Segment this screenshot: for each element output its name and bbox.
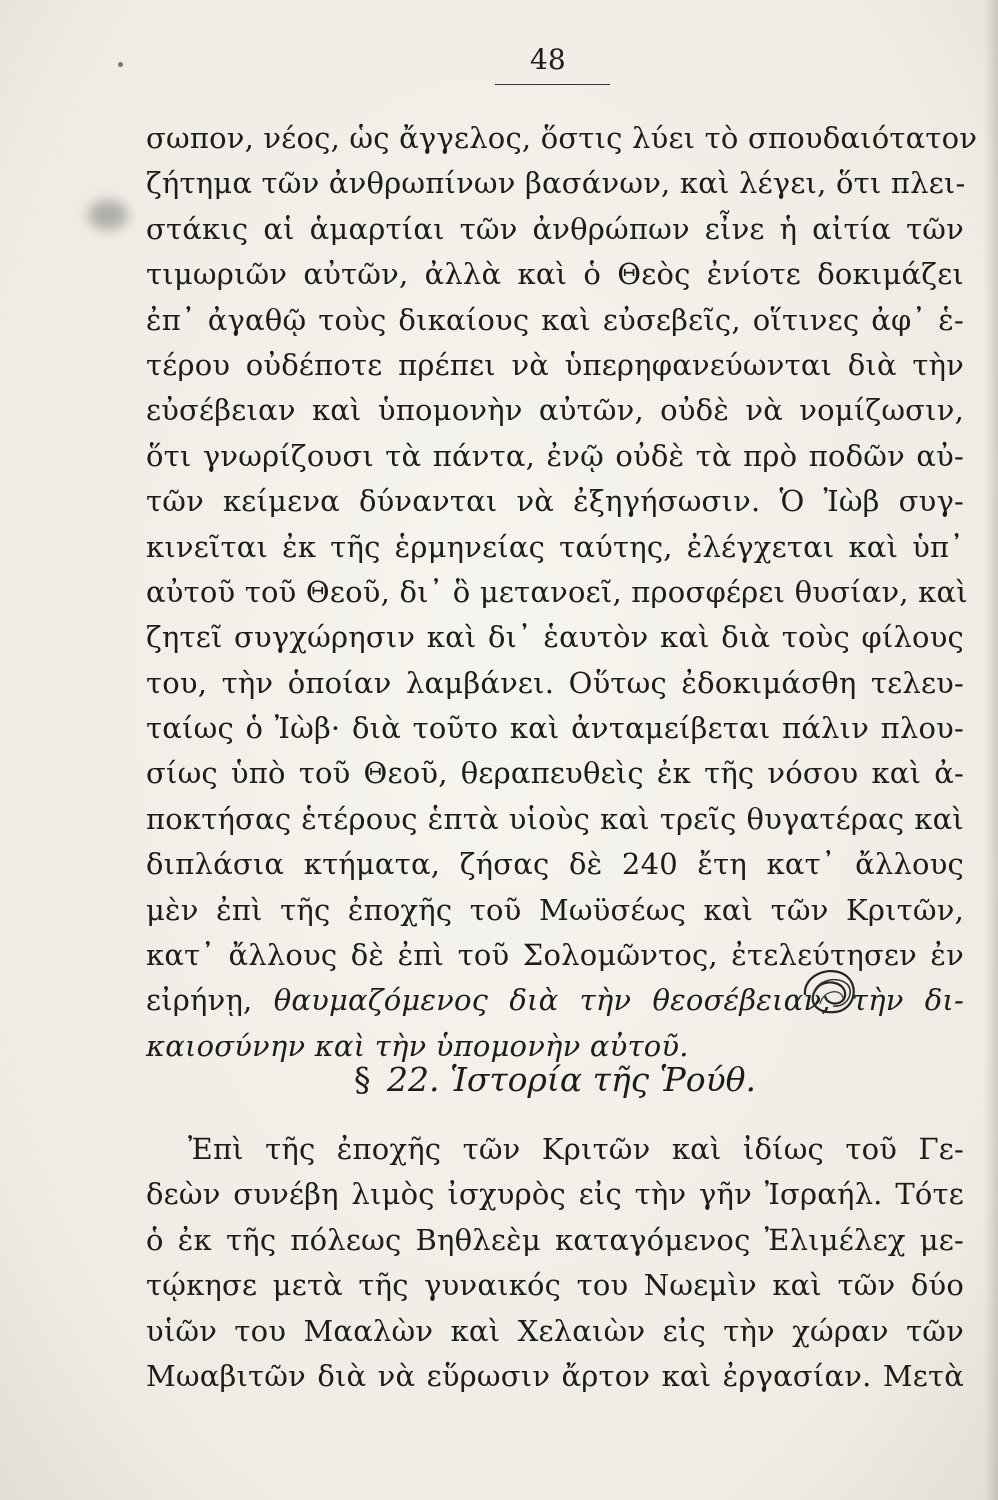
text-line: τέρου οὐδέποτε πρέπει νὰ ὑπερηφανεύωνται διὰ τὴν <box>146 347 964 382</box>
text-line-italic: καιοσύνην καὶ τὴν ὑπομονὴν αὐτοῦ. <box>146 1028 689 1063</box>
page-number: 48 <box>530 43 566 76</box>
text-line: στάκις αἱ ἁμαρτίαι τῶν ἀνθρώπων εἶνε ἡ αἰτία τῶν <box>146 211 964 246</box>
text-line: δεὼν συνέβη λιμὸς ἰσχυρὸς εἰς τὴν γῆν Ἰσραήλ. Τότε <box>146 1177 964 1212</box>
text-line: αὐτοῦ τοῦ Θεοῦ, δι᾽ ὃ μετανοεῖ, προσφέρει θυσίαν, καὶ <box>146 574 968 609</box>
text-line: Μωαβιτῶν διὰ νὰ εὕρωσιν ἄρτον καὶ ἐργασίαν. Μετὰ <box>146 1358 964 1393</box>
text-line: τῶν κείμενα δύνανται νὰ ἐξηγήσωσιν. Ὁ Ἰὼβ συγ- <box>146 484 964 519</box>
text-line: κατ᾽ ἄλλους δὲ ἐπὶ τοῦ Σολομῶντος, ἐτελεύτησεν ἐν <box>146 938 964 973</box>
text-line: του, τὴν ὁποίαν λαμβάνει. Οὕτως ἐδοκιμάσθη τελευ- <box>146 665 964 700</box>
text-line: ἐπ᾽ ἀγαθῷ τοὺς δικαίους καὶ εὐσεβεῖς, οἵτινες ἀφ᾽ ἑ- <box>146 302 964 337</box>
text-line: τιμωριῶν αὐτῶν, ἀλλὰ καὶ ὁ Θεὸς ἐνίοτε δοκιμάζει <box>146 257 964 292</box>
text-line: εὐσέβειαν καὶ ὑπομονὴν αὐτῶν, οὐδὲ νὰ νομίζωσιν, <box>146 393 964 428</box>
text-line: ὅτι γνωρίζουσι τὰ πάντα, ἐνῷ οὐδὲ τὰ πρὸ ποδῶν αὐ- <box>146 438 964 473</box>
text-normal: εἰρήνῃ, <box>146 983 274 1018</box>
text-line: τῴκησε μετὰ τῆς γυναικός του Νωεμὶν καὶ τῶν δύο <box>146 1268 964 1303</box>
pen-scribble-mark <box>795 960 865 1020</box>
text-line: ζήτημα τῶν ἀνθρωπίνων βασάνων, καὶ λέγει, ὅτι πλει- <box>146 166 966 201</box>
ink-stain <box>88 200 128 230</box>
text-line: υἱῶν του Μααλὼν καὶ Χελαιὼν εἰς τὴν χώραν τῶν <box>146 1313 964 1348</box>
paragraph-routh <box>146 1127 964 1399</box>
section-symbol: § <box>354 1060 371 1099</box>
text-line: Ἐπὶ τῆς ἐποχῆς τῶν Κριτῶν καὶ ἰδίως τοῦ Γε- <box>188 1132 964 1166</box>
text-line: ταίως ὁ Ἰὼβ· διὰ τοῦτο καὶ ἀνταμείβεται πάλιν πλου- <box>146 711 964 746</box>
text-italic: θαυμαζόμενος διὰ τὴν θεοσέβειαν, τὴν δι- <box>273 983 965 1018</box>
text-line: ζητεῖ συγχώρησιν καὶ δι᾽ ἑαυτὸν καὶ διὰ τοὺς φίλους <box>146 620 964 655</box>
text-line: διπλάσια κτήματα, ζήσας δὲ 240 ἔτη κατ᾽ ἄλλους <box>146 847 964 882</box>
text-line: μὲν ἐπὶ τῆς ἐποχῆς τοῦ Μωϋσέως καὶ τῶν Κριτῶν, <box>146 892 964 927</box>
section-heading <box>146 1055 964 1105</box>
text-line: σίως ὑπὸ τοῦ Θεοῦ, θεραπευθεὶς ἐκ τῆς νόσου καὶ ἀ- <box>146 756 964 791</box>
margin-speck <box>118 62 123 67</box>
page-number-rule <box>495 84 610 85</box>
text-line: κινεῖται ἐκ τῆς ἑρμηνείας ταύτης, ἐλέγχεται καὶ ὑπ᾽ <box>146 529 964 564</box>
text-line: σωπον, νέος, ὡς ἄγγελος, ὅστις λύει τὸ σπουδαιότατον <box>146 121 978 155</box>
text-line: ποκτήσας ἑτέρους ἑπτὰ υἱοὺς καὶ τρεῖς θυγατέρας καὶ <box>146 801 964 836</box>
page-edge-shadow <box>984 0 998 1500</box>
paragraph-iob <box>146 116 978 1069</box>
text-line: ὁ ἐκ τῆς πόλεως Βηθλεὲμ καταγόμενος Ἐλιμέλεχ με- <box>146 1222 964 1257</box>
section-title: 22. Ἱστορία τῆς Ῥούθ. <box>387 1060 756 1099</box>
